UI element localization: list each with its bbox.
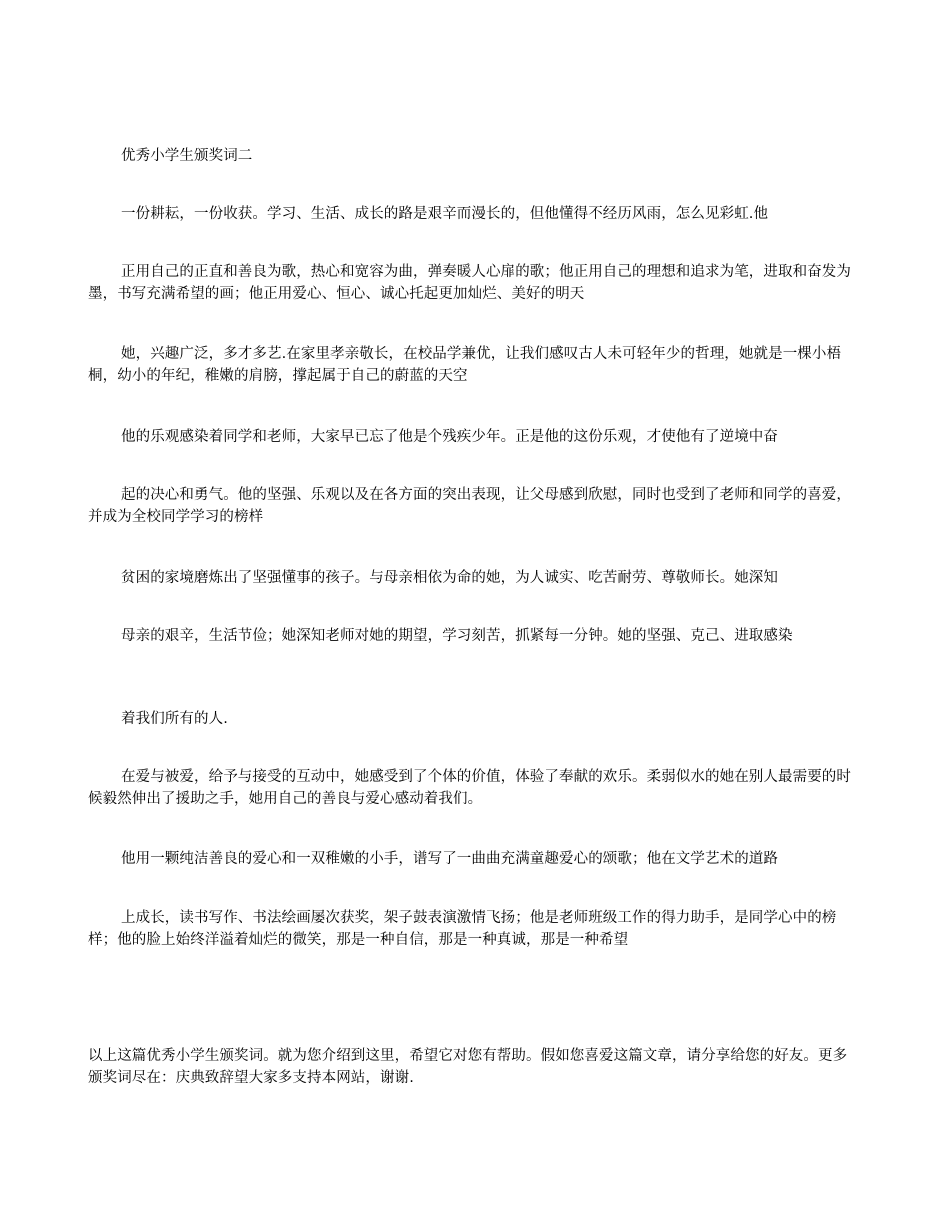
paragraph-5: 起的决心和勇气。他的坚强、乐观以及在各方面的突出表现，让父母感到欣慰，同时也受到了老师和同学的喜爱，并成为全校同学学习的榜样 <box>88 487 851 525</box>
paragraph-11: 上成长，读书写作、书法绘画屡次获奖，架子鼓表演激情飞扬；他是老师班级工作的得力助手，是同学心中的榜样；他的脸上始终洋溢着灿烂的微笑，那是一种自信，那是一种真诚，那是一种希望 <box>88 910 837 948</box>
document-title: 优秀小学生颁奖词二 <box>121 148 253 164</box>
paragraph-9: 在爱与被爱，给予与接受的互动中，她感受到了个体的价值，体验了奉献的欢乐。柔弱似水的她在别人最需要的时候毅然伸出了援助之手，她用自己的善良与爱心感动着我们。 <box>88 769 851 807</box>
paragraph-8: 着我们所有的人. <box>121 711 228 727</box>
paragraph-4: 他的乐观感染着同学和老师，大家早已忘了他是个残疾少年。正是他的这份乐观，才使他有了逆境中奋 <box>121 429 778 445</box>
paragraph-1: 一份耕耘，一份收获。学习、生活、成长的路是艰辛而漫长的，但他懂得不经历风雨，怎么见彩虹.他 <box>121 206 769 222</box>
paragraph-3: 她，兴趣广泛，多才多艺.在家里孝亲敬长，在校品学兼优，让我们感叹古人未可轻年少的哲理，她就是一棵小梧桐，幼小的年纪，稚嫩的肩膀，撑起属于自己的蔚蓝的天空 <box>88 346 842 384</box>
paragraph-2: 正用自己的正直和善良为歌，热心和宽容为曲，弹奏暖人心扉的歌；他正用自己的理想和追求为笔，进取和奋发为墨，书写充满希望的画；他正用爱心、恒心、诚心托起更加灿烂、美好的明天 <box>88 264 851 302</box>
closing-paragraph: 以上这篇优秀小学生颁奖词。就为您介绍到这里，希望它对您有帮助。假如您喜爱这篇文章，请分享给您的好友。更多颁奖词尽在：庆典致辞望大家多支持本网站，谢谢. <box>88 1048 848 1086</box>
paragraph-10: 他用一颗纯洁善良的爱心和一双稚嫩的小手，谱写了一曲曲充满童趣爱心的颂歌；他在文学艺术的道路 <box>121 851 778 867</box>
paragraph-6: 贫困的家境磨炼出了坚强懂事的孩子。与母亲相依为命的她，为人诚实、吃苦耐劳、尊敬师长。她深知 <box>121 570 778 586</box>
paragraph-7: 母亲的艰辛，生活节俭；她深知老师对她的期望，学习刻苦，抓紧每一分钟。她的坚强、克己、进取感染 <box>121 628 793 644</box>
